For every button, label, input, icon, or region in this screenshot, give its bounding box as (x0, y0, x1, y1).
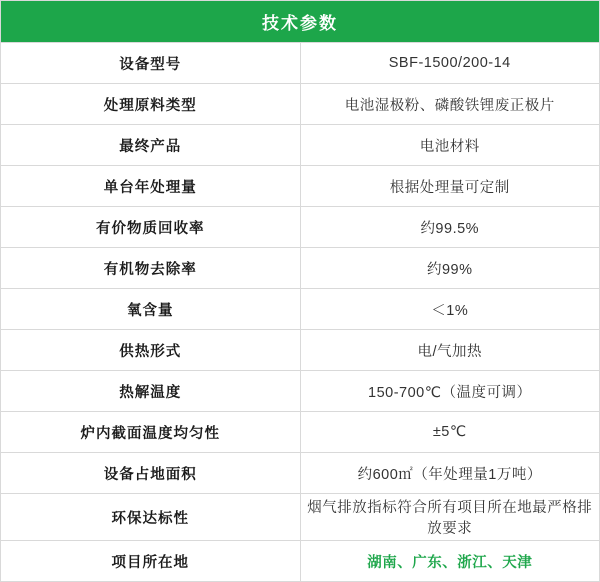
row-label: 设备型号 (1, 43, 301, 84)
row-value: 湖南、广东、浙江、天津 (300, 541, 600, 582)
table-row (1, 43, 600, 84)
row-label: 氧含量 (1, 289, 301, 330)
row-label: 环保达标性 (1, 494, 301, 541)
table-row (1, 125, 600, 166)
table-row (1, 166, 600, 207)
row-value: 约600㎡（年处理量1万吨） (300, 453, 600, 494)
row-label: 炉内截面温度均匀性 (1, 412, 301, 453)
table-row (1, 494, 600, 541)
row-label: 单台年处理量 (1, 166, 301, 207)
table-title-row (1, 1, 600, 43)
table-row (1, 289, 600, 330)
row-label: 供热形式 (1, 330, 301, 371)
row-label: 项目所在地 (1, 541, 301, 582)
table-row (1, 412, 600, 453)
table-row (1, 371, 600, 412)
table-title: 技术参数 (1, 1, 600, 43)
table-row (1, 207, 600, 248)
table-row (1, 453, 600, 494)
table-row (1, 84, 600, 125)
table-row (1, 330, 600, 371)
row-value: ±5℃ (300, 412, 600, 453)
row-value: 电池湿极粉、磷酸铁锂废正极片 (300, 84, 600, 125)
row-value: 150-700℃（温度可调） (300, 371, 600, 412)
row-label: 有机物去除率 (1, 248, 301, 289)
row-value: 电池材料 (300, 125, 600, 166)
row-value: 电/气加热 (300, 330, 600, 371)
row-label: 最终产品 (1, 125, 301, 166)
row-value: 约99% (300, 248, 600, 289)
table-row (1, 541, 600, 582)
row-value: ＜1% (300, 289, 600, 330)
row-label: 热解温度 (1, 371, 301, 412)
table-row (1, 248, 600, 289)
row-label: 有价物质回收率 (1, 207, 301, 248)
table-body (1, 1, 600, 582)
row-label: 处理原料类型 (1, 84, 301, 125)
row-value: 根据处理量可定制 (300, 166, 600, 207)
row-value: 约99.5% (300, 207, 600, 248)
row-label: 设备占地面积 (1, 453, 301, 494)
row-value: 烟气排放指标符合所有项目所在地最严格排放要求 (300, 494, 600, 541)
row-value: SBF-1500/200-14 (300, 43, 600, 84)
